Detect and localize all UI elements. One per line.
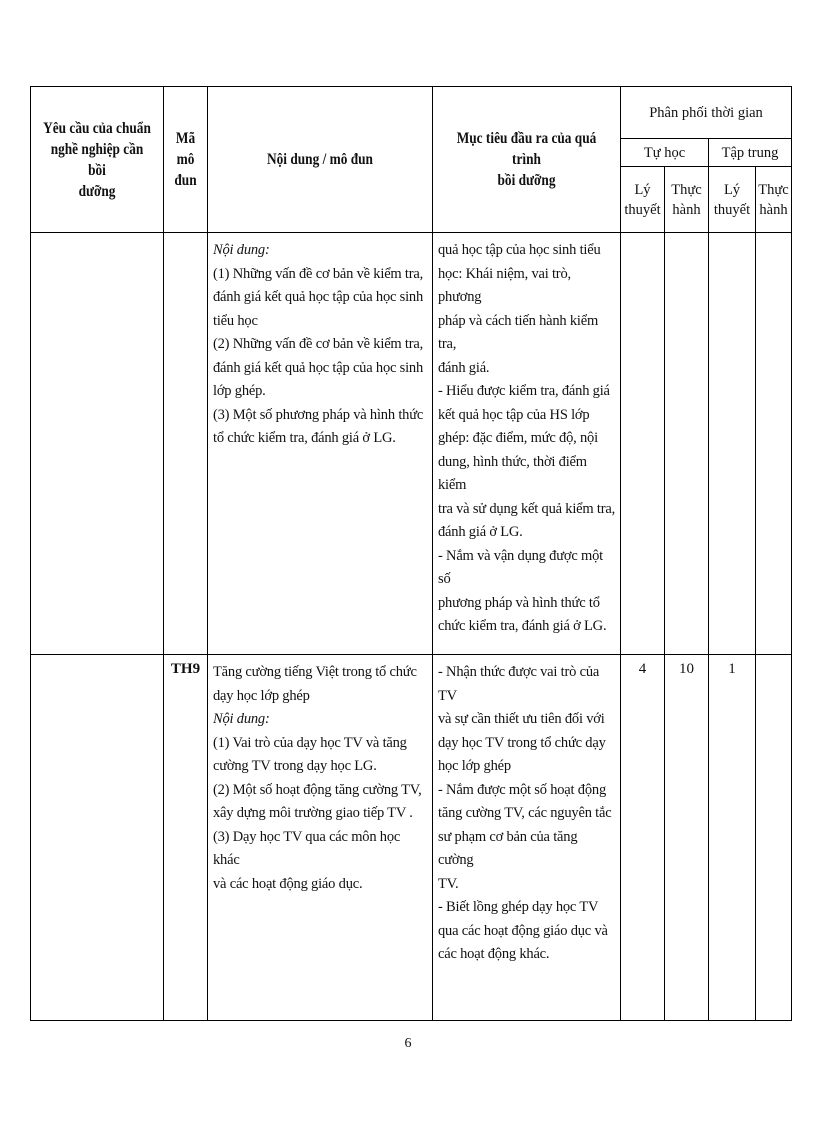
content-line: tổ chức kiểm tra, đánh giá ở LG. (213, 430, 396, 446)
header-line: bồi dưỡng (497, 172, 556, 189)
header-line: đun (174, 172, 197, 189)
content-line: Tăng cường tiếng Việt trong tổ chức (213, 664, 417, 680)
objective-line: - Nắm được một số hoạt động (438, 781, 606, 798)
header-line: Lý (723, 181, 741, 198)
objective-line: đánh giá. (438, 359, 490, 376)
objective-line: và sự cần thiết ưu tiên đối với (438, 711, 605, 727)
cell-code: TH9 (164, 655, 208, 1021)
header-conc-theory (709, 167, 756, 233)
cell-self-theory: 4 (621, 655, 665, 1021)
content-line: (2) Một số hoạt động tăng cường TV, (213, 781, 422, 798)
content-line: dạy học lớp ghép (213, 687, 310, 704)
header-line: hành (759, 201, 788, 218)
objective-line: tăng cường TV, các nguyên tắc (438, 805, 612, 821)
content-line: xây dựng môi trường giao tiếp TV . (213, 805, 413, 821)
objective-line: dạy học TV trong tổ chức dạy (438, 734, 606, 751)
header-line: mô (176, 151, 195, 168)
cell-self-practice: 10 (665, 655, 709, 1021)
objective-line: tra và sử dụng kết quả kiểm tra, (438, 500, 616, 517)
header-line: hành (672, 201, 701, 218)
table-row (31, 655, 792, 1021)
content-line: (1) Những vấn đề cơ bản về kiểm tra, (213, 265, 424, 282)
content-line: lớp ghép. (213, 383, 266, 399)
header-time-distribution: Phân phối thời gian (621, 87, 792, 139)
header-line: thuyết (713, 201, 751, 218)
content-line: Nội dung: (213, 242, 270, 258)
cell-requirement (31, 655, 164, 1021)
cell-self-practice (665, 233, 709, 655)
header-line: Thực (758, 181, 789, 198)
objective-line: phương pháp và hình thức tổ (438, 594, 600, 611)
header-module-code (164, 87, 208, 233)
content-line: (3) Dạy học TV qua các môn học khác (213, 828, 401, 868)
objective-line: - Hiểu được kiểm tra, đánh giá (438, 383, 610, 399)
header-line: thuyết (624, 201, 661, 218)
objective-line: - Biết lồng ghép dạy học TV (438, 899, 599, 915)
content-line: đánh giá kết quả học tập của học sinh (213, 359, 424, 376)
curriculum-table (30, 86, 792, 1021)
objective-line: ghép: đặc điểm, mức độ, nội (438, 430, 598, 446)
content-line: cường TV trong dạy học LG. (213, 758, 377, 774)
cell-content (208, 655, 433, 1021)
header-line: nghề nghiệp cần bồi (50, 140, 144, 179)
cell-conc-practice (756, 233, 792, 655)
content-line: Nội dung: (213, 711, 270, 727)
header-requirement (31, 87, 164, 233)
objective-line: chức kiểm tra, đánh giá ở LG. (438, 618, 607, 634)
objective-line: dung, hình thức, thời điểm kiểm (438, 453, 587, 493)
header-line: Yêu cầu của chuẩn (43, 119, 151, 137)
cell-self-theory (621, 233, 665, 655)
cell-requirement (31, 233, 164, 655)
cell-conc-theory (709, 233, 756, 655)
cell-code (164, 233, 208, 655)
header-self-theory (621, 167, 665, 233)
cell-objectives (433, 655, 621, 1021)
objective-line: sư phạm cơ bản của tăng cường (438, 828, 578, 868)
objective-line: - Nhận thức được vai trò của TV (438, 664, 600, 704)
objective-line: pháp và cách tiến hành kiểm tra, (438, 312, 599, 352)
objective-line: quả học tập của học sinh tiểu (438, 242, 601, 258)
header-self-study: Tự học (621, 139, 709, 167)
content-line: (3) Một số phương pháp và hình thức (213, 406, 424, 423)
header-conc-practice (756, 167, 792, 233)
objective-line: các hoạt động khác. (438, 946, 550, 962)
header-objectives (433, 87, 621, 233)
header-line: Thực (671, 181, 702, 198)
cell-conc-practice (756, 655, 792, 1021)
content-line: (1) Vai trò của dạy học TV và tăng (213, 734, 407, 751)
header-line: dưỡng (78, 182, 116, 200)
objective-line: học: Khái niệm, vai trò, phương (438, 265, 571, 305)
header-content: Nội dung / mô đun (208, 87, 433, 233)
header-line: Mã (175, 130, 196, 147)
objective-line: kết quả học tập của HS lớp (438, 406, 590, 423)
objective-line: qua các hoạt động giáo dục và (438, 922, 608, 939)
page-number: 6 (404, 1036, 412, 1051)
header-line: Lý (634, 181, 651, 198)
cell-objectives (433, 233, 621, 655)
objective-line: TV. (438, 875, 459, 892)
content-line: tiểu học (213, 312, 258, 329)
header-line: Mục tiêu đầu ra của quá trình (456, 130, 597, 168)
cell-conc-theory: 1 (709, 655, 756, 1021)
content-line: đánh giá kết quả học tập của học sinh (213, 289, 424, 305)
content-line: (2) Những vấn đề cơ bản về kiểm tra, (213, 336, 424, 352)
content-line: và các hoạt động giáo dục. (213, 875, 363, 892)
objective-line: học lớp ghép (438, 758, 511, 774)
header-self-practice (665, 167, 709, 233)
header-concentrated: Tập trung (709, 139, 792, 167)
objective-line: đánh giá ở LG. (438, 524, 523, 540)
cell-content (208, 233, 433, 655)
table-row (31, 233, 792, 655)
objective-line: - Nắm và vận dụng được một số (438, 547, 603, 587)
